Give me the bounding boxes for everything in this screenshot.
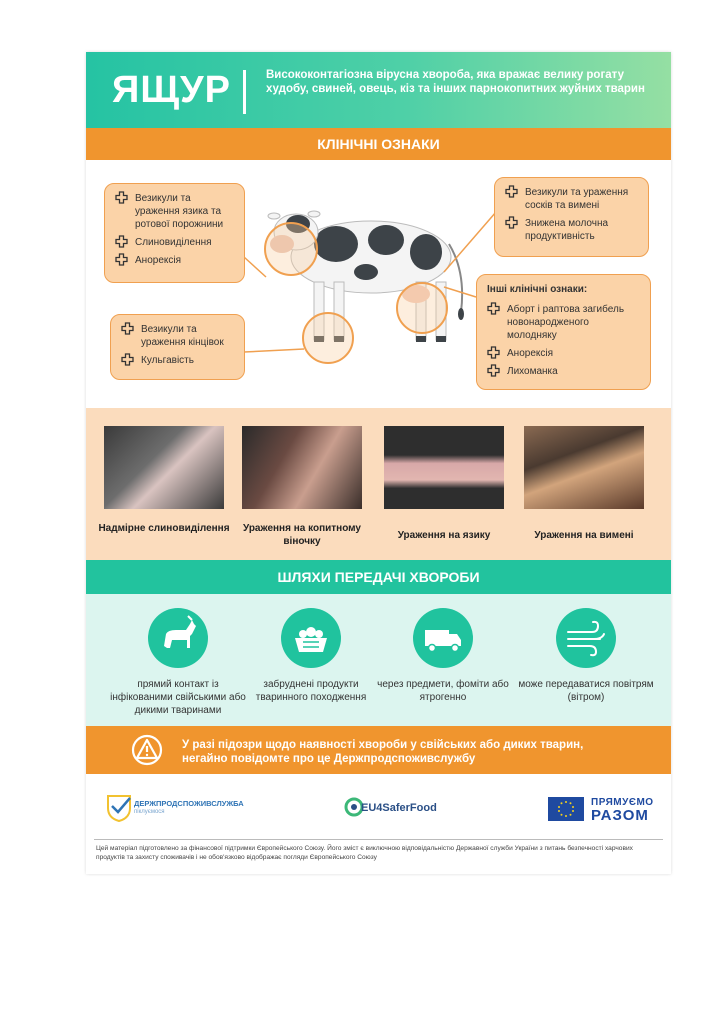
signs-box-other: [476, 274, 651, 390]
plus-icon: [115, 253, 128, 266]
plus-icon: [487, 302, 500, 315]
photo-hoof-lesion: [242, 426, 362, 509]
header-subtitle: Висококонтагіозна вірусна хвороба, яка вражає велику рогату худобу, свиней, овець, кіз та інших парнокопитних жуйних тварин: [266, 69, 645, 95]
transmission-contact: прямий контакт із інфікованими свійськими або дикими тваринами: [110, 679, 246, 716]
shield-check-icon: [106, 792, 132, 822]
signs-box-udder: [494, 177, 649, 257]
wind-icon: [556, 608, 616, 668]
caption-hoof: Ураження на копитному віночку: [242, 523, 361, 547]
other-signs-heading: Інші клінічні ознаки:: [487, 284, 588, 295]
poster: [86, 52, 671, 874]
signs-box-legs: [110, 314, 245, 380]
list-item: Анорексія: [115, 254, 234, 267]
plus-icon: [487, 346, 500, 359]
photo-salivation: [104, 426, 224, 509]
plus-icon: [505, 185, 518, 198]
caption-salivation: Надмірне слиновиділення: [98, 523, 230, 534]
plus-icon: [487, 364, 500, 377]
goat-icon: [148, 608, 208, 668]
caption-tongue: Ураження на язику: [397, 530, 491, 541]
footer-divider: [94, 839, 663, 840]
logo-razom-line2: РАЗОМ: [591, 807, 649, 824]
header-divider: [243, 70, 246, 114]
clinical-signs-heading: КЛІНІЧНІ ОЗНАКИ: [86, 128, 671, 160]
list-item: Везикули та ураження сосків та вимені: [505, 186, 638, 212]
list-item: Везикули та ураження язика та ротової порожнини: [115, 192, 234, 231]
page-title: ЯЩУР: [112, 69, 232, 111]
eu-flag-icon: [548, 797, 584, 821]
list-item: Знижена молочна продуктивність: [505, 217, 638, 243]
list-item: Анорексія: [487, 347, 640, 360]
plus-icon: [121, 322, 134, 335]
transmission-products: забруднені продукти тваринного походження: [255, 679, 367, 703]
footer-disclaimer: Цей матеріал підготовлено за фінансової підтримки Європейського Союзу. Його зміст є виключною відповідальністю Державної служби України з питань безпечності харчових продуктів та захисту споживачів і не обов'язково відображає погляди Європейського Союзу: [96, 845, 633, 861]
logo-dpss: ДЕРЖПРОДСПОЖИВСЛУЖБА: [134, 799, 244, 808]
plus-icon: [115, 191, 128, 204]
plus-icon: [121, 353, 134, 366]
list-item: Слиновиділення: [115, 236, 234, 249]
warning-icon: [130, 734, 164, 766]
warning-text: У разі підозри щодо наявності хвороби у свійських або диких тварин, негайно повідомте про це Держпродспоживслужбу: [182, 739, 584, 765]
plus-icon: [505, 216, 518, 229]
logo-eu4saferfood: EU4SaferFood: [361, 802, 437, 814]
logo-dpss-sub: піклуємося: [134, 809, 165, 815]
truck-icon: [413, 608, 473, 668]
food-basket-icon: [281, 608, 341, 668]
logo-razom-line1: ПРЯМУЄМО: [591, 797, 654, 808]
signs-box-mouth: [104, 183, 245, 283]
plus-icon: [115, 235, 128, 248]
transmission-heading: ШЛЯХИ ПЕРЕДАЧІ ХВОРОБИ: [86, 560, 671, 594]
list-item: Лихоманка: [487, 365, 640, 378]
caption-udder: Ураження на вимені: [534, 530, 634, 541]
list-item: Везикули та ураження кінцівок: [121, 323, 234, 349]
list-item: Аборт і раптова загибель новонародженого молодняку: [487, 303, 640, 342]
list-item: Кульгавість: [121, 354, 234, 367]
photo-tongue-lesion: [384, 426, 504, 509]
transmission-fomites: через предмети, фоміти або ятрогенно: [377, 679, 509, 703]
transmission-air: може передаватися повітрям (вітром): [518, 679, 654, 703]
photo-udder-lesion: [524, 426, 644, 509]
